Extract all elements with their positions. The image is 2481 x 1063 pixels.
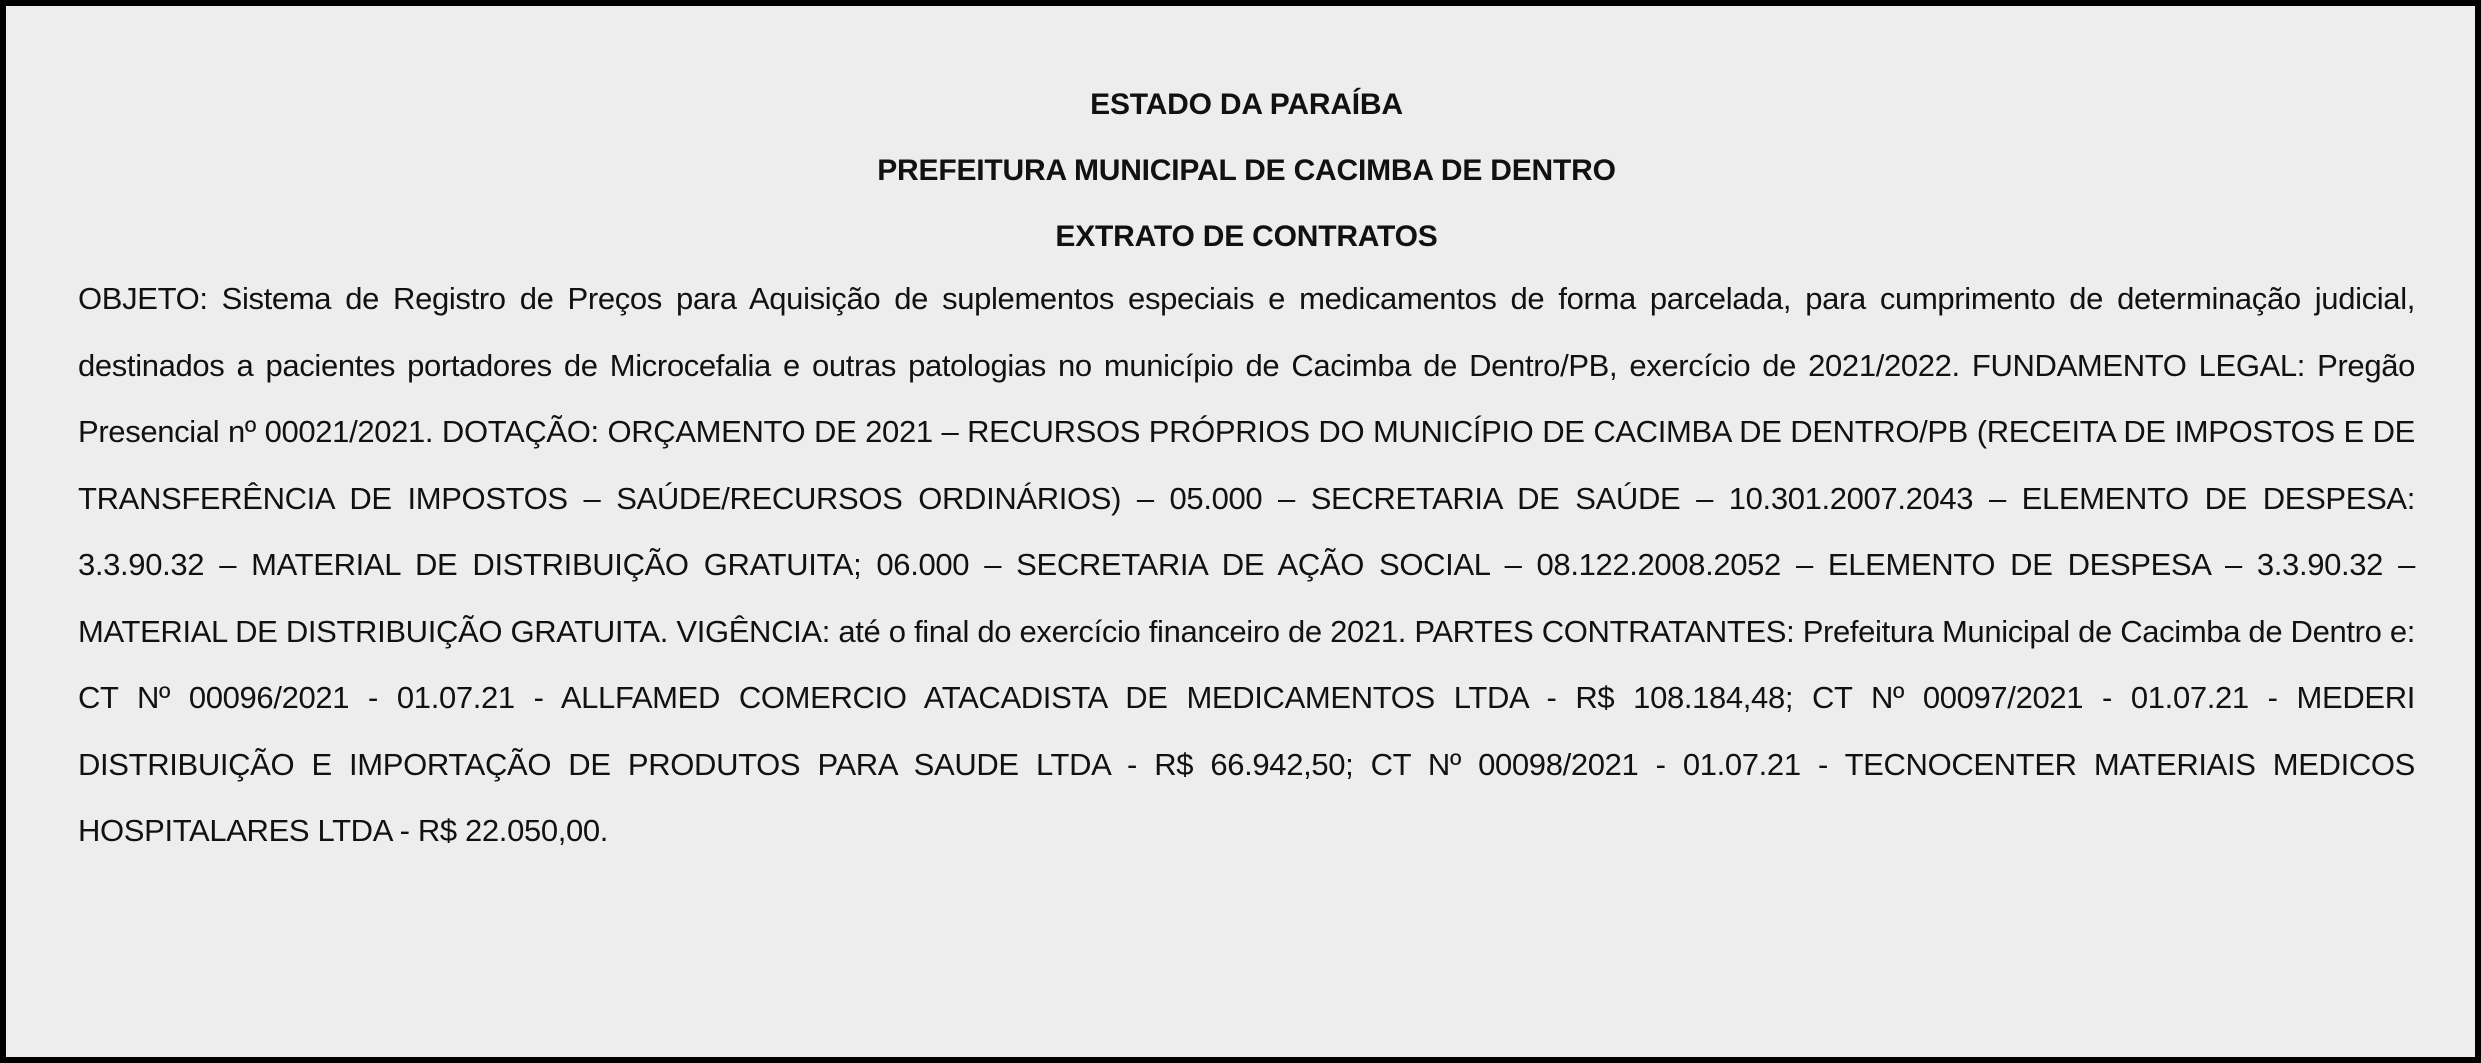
state-heading: ESTADO DA PARAÍBA <box>1090 88 1403 121</box>
document-header <box>6 72 2481 270</box>
municipality-heading: PREFEITURA MUNICIPAL DE CACIMBA DE DENTRO <box>877 154 1616 187</box>
document-title: EXTRATO DE CONTRATOS <box>1055 220 1438 253</box>
contract-extract-body: OBJETO: Sistema de Registro de Preços para Aquisição de suplementos especiais e medicamentos de forma parcelada, para cumprimento de determinação judicial, destinados a pacientes portadores de Microcefalia e outras patologias no município de Cacimba de Dentro/PB, exercício de 2021/2022. FUNDAMENTO LEGAL: Pregão Presencial nº 00021/2021. DOTAÇÃO: ORÇAMENTO DE 2021 – RECURSOS PRÓPRIOS DO MUNICÍPIO DE CACIMBA DE DENTRO/PB (RECEITA DE IMPOSTOS E DE TRANSFERÊNCIA DE IMPOSTOS – SAÚDE/RECURSOS ORDINÁRIOS) – 05.000 – SECRETARIA DE SAÚDE – 10.301.2007.2043 – ELEMENTO DE DESPESA: 3.3.90.32 – MATERIAL DE DISTRIBUIÇÃO GRATUITA; 06.000 – SECRETARIA DE AÇÃO SOCIAL – 08.122.2008.2052 – ELEMENTO DE DESPESA – 3.3.90.32 – MATERIAL DE DISTRIBUIÇÃO GRATUITA. VIGÊNCIA: até o final do exercício financeiro de 2021. PARTES CONTRATANTES: Prefeitura Municipal de Cacimba de Dentro e: CT Nº 00096/2021 - 01.07.21 - ALLFAMED COMERCIO ATACADISTA DE MEDICAMENTOS LTDA - R$ 108.184,48; CT Nº 00097/2021 - 01.07.21 - MEDERI DISTRIBUIÇÃO E IMPORTAÇÃO DE PRODUTOS PARA SAUDE LTDA - R$ 66.942,50; CT Nº 00098/2021 - 01.07.21 - TECNOCENTER MATERIAIS MEDICOS HOSPITALARES LTDA - R$ 22.050,00. <box>78 281 2415 848</box>
